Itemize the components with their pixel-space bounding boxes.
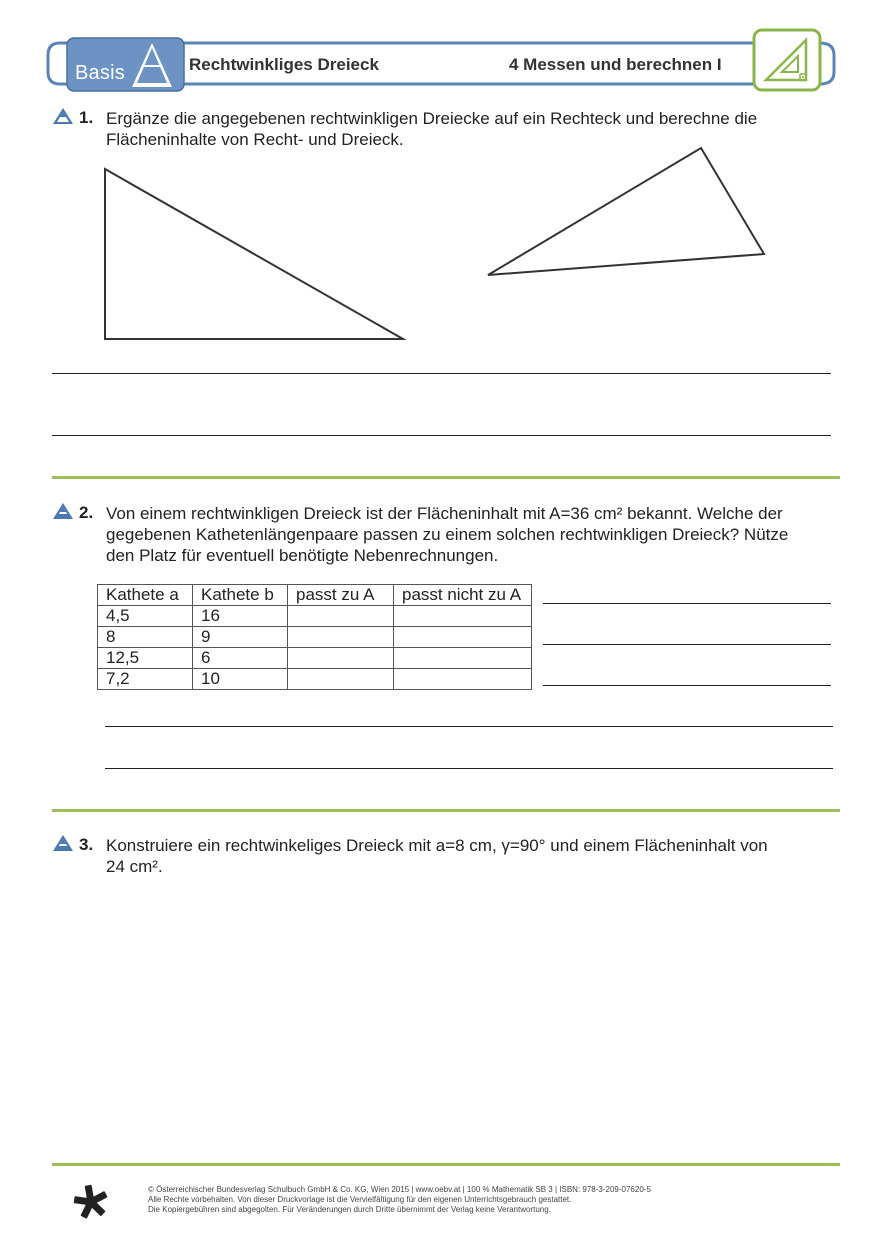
answer-line[interactable] [52,373,831,374]
set-square-icon [752,28,824,94]
kathete-a-cell: 4,5 [98,606,193,627]
passt-nicht-cell[interactable] [394,606,532,627]
task-text-line: 24 cm². [106,857,163,876]
kathete-b-cell: 6 [193,648,288,669]
section-divider [52,476,840,479]
passt-cell[interactable] [288,648,394,669]
page-title: Rechtwinkliges Dreieck [189,55,379,74]
column-header: passt zu A [288,585,394,606]
passt-cell[interactable] [288,627,394,648]
passt-nicht-cell[interactable] [394,627,532,648]
kathete-table [97,584,532,690]
task-number: 3. [79,835,94,854]
kathete-b-cell: 9 [193,627,288,648]
task-text-line: Von einem rechtwinkligen Dreieck ist der Flächeninhalt mit A=36 cm² bekannt. Welche der [106,504,783,523]
table-header-row [98,585,532,606]
asterisk-logo-icon [72,1183,110,1221]
footer-copyright [148,1185,651,1215]
pyramid-icon [52,107,74,125]
task-text-line: gegebenen Kathetenlängenpaare passen zu einem solchen rechtwinkligen Dreieck? Nütze [106,525,789,544]
task-text-line: den Platz für eventuell benötigte Nebenrechnungen. [106,546,499,565]
column-header: Kathete b [193,585,288,606]
passt-nicht-cell[interactable] [394,669,532,690]
pyramid-icon [52,502,74,520]
pyramid-icon [52,834,74,852]
answer-line[interactable] [543,685,831,686]
chapter-title: 4 Messen und berechnen I [509,55,722,74]
basis-label: Basis [75,62,125,84]
task-text-line: Ergänze die angegebenen rechtwinkligen Dreiecke auf ein Rechteck und berechne die [106,109,758,128]
answer-line[interactable] [105,726,833,727]
right-triangle-right [488,148,764,275]
answer-line[interactable] [543,603,831,604]
task-text [106,835,841,877]
passt-cell[interactable] [288,669,394,690]
section-divider [52,809,840,812]
answer-line[interactable] [105,768,833,769]
kathete-a-cell: 12,5 [98,648,193,669]
column-header: Kathete a [98,585,193,606]
task-number: 2. [79,503,94,522]
task-text [106,503,841,566]
task-number: 1. [79,108,94,127]
table-row [98,606,532,627]
footer-divider [52,1163,840,1166]
passt-cell[interactable] [288,606,394,627]
triangle-figures [0,140,890,350]
task-text-line: Flächeninhalte von Recht- und Dreieck. [106,130,404,149]
footer-line: © Österreichischer Bundesverlag Schulbuch GmbH & Co. KG, Wien 2015 | www.oebv.at | 100 % Mathematik SB 3 | ISBN: 978-3-209-07620-5 [148,1185,651,1194]
table-row [98,669,532,690]
right-triangle-left [105,169,403,339]
kathete-b-cell: 16 [193,606,288,627]
answer-line[interactable] [52,435,831,436]
kathete-a-cell: 8 [98,627,193,648]
footer-line: Alle Rechte vorbehalten. Von dieser Druckvorlage ist die Vervielfältigung für den eigenen Unterrichtsgebrauch gestattet. [148,1195,572,1204]
answer-line[interactable] [543,644,831,645]
kathete-a-cell: 7,2 [98,669,193,690]
passt-nicht-cell[interactable] [394,648,532,669]
table-row [98,627,532,648]
task-text-line: Konstruiere ein rechtwinkeliges Dreieck mit a=8 cm, γ=90° und einem Flächeninhalt von [106,836,768,855]
column-header: passt nicht zu A [394,585,532,606]
kathete-b-cell: 10 [193,669,288,690]
footer-line: Die Kopiergebühren sind abgegolten. Für Veränderungen durch Dritte übernimmt der Verlag keine Verantwortung. [148,1205,551,1214]
table-row [98,648,532,669]
